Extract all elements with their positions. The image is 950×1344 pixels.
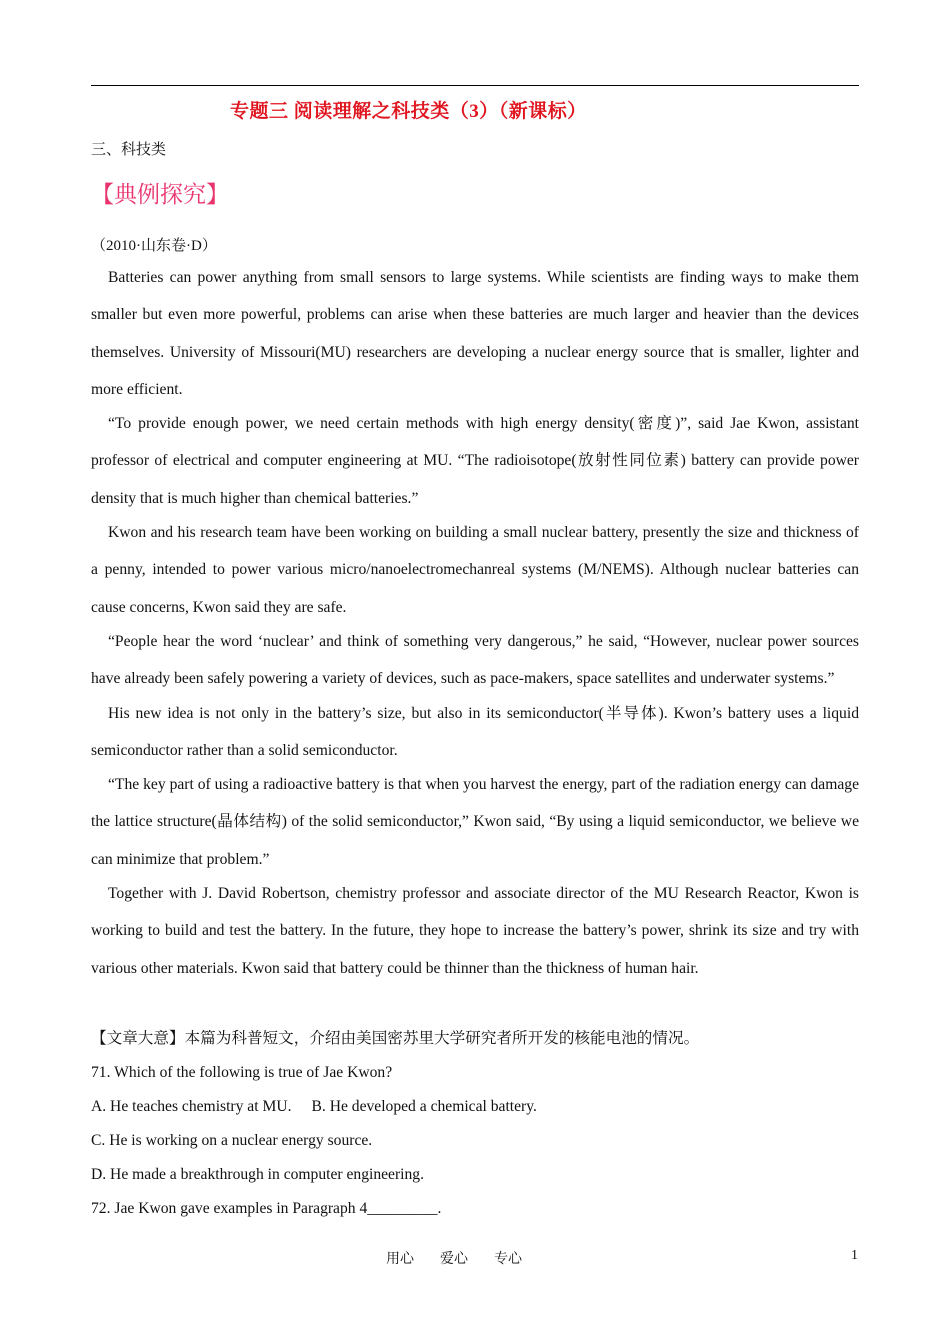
question-list xyxy=(91,1061,859,1231)
header-rule xyxy=(91,85,859,86)
question-71-option-a: A. He teaches chemistry at MU. xyxy=(91,1098,292,1115)
question-71-option-d: D. He made a breakthrough in computer engineering. xyxy=(91,1166,424,1183)
passage-paragraph-7: Together with J. David Robertson, chemistry professor and associate director of the MU Research Reactor, Kwon is working to build and test the battery. In the future, they hope to increase the battery’s power, shrink its size and try with various other materials. Kwon said that battery could be thinner than the thickness of human hair. xyxy=(91,885,859,977)
question-72-stem: 72. Jae Kwon gave examples in Paragraph 4_________. xyxy=(91,1200,442,1217)
question-71-option-b: B. He developed a chemical battery. xyxy=(311,1098,537,1115)
source-citation: （2010·山东卷·D） xyxy=(91,238,217,254)
question-71-option-c: C. He is working on a nuclear energy source. xyxy=(91,1132,373,1149)
passage-paragraph-5: His new idea is not only in the battery’s size, but also in its semiconductor(半导体). Kwon’s battery uses a liquid semiconductor rather than a solid semiconductor. xyxy=(91,704,859,759)
page-number: 1 xyxy=(851,1248,858,1263)
reading-passage xyxy=(91,259,859,984)
passage-paragraph-6: “The key part of using a radioactive battery is that when you harvest the energy, part of the radiation energy can damage the lattice structure(晶体结构) of the solid semiconductor,” Kwon said, “By using a liquid semiconductor, we believe we can minimize that problem.” xyxy=(91,776,859,868)
passage-paragraph-3: Kwon and his research team have been working on building a small nuclear battery, presently the size and thickness of a penny, intended to power various micro/nanoelectromechanreal systems (M/NEMS). Although nuclear batteries can cause concerns, Kwon said they are safe. xyxy=(91,524,859,616)
footer-motto-3: 专心 xyxy=(494,1252,522,1267)
passage-paragraph-1: Batteries can power anything from small sensors to large systems. While scientists are finding ways to make them smaller but even more powerful, problems can arise when these batteries are much larger and heavier than the devices themselves. University of Missouri(MU) researchers are developing a nuclear energy source that is smaller, lighter and more efficient. xyxy=(91,269,859,398)
passage-paragraph-4: “People hear the word ‘nuclear’ and think of something very dangerous,” he said, “However, nuclear power sources have already been safely powering a variety of devices, such as pace-makers, space satellites and underwater systems.” xyxy=(91,632,859,688)
document-title: 专题三 阅读理解之科技类（3）（新课标） xyxy=(230,101,587,122)
passage-paragraph-2: “To provide enough power, we need certain methods with high energy density(密度)”, said Jae Kwon, assistant professor of electrical and computer engineering at MU. “The radioisotope(放射性同位素) battery can provide power density that is much higher than chemical batteries.” xyxy=(91,415,859,507)
passage-summary: 【文章大意】本篇为科普短文，介绍由美国密苏里大学研究者所开发的核能电池的情况。 xyxy=(91,1030,700,1047)
question-71-stem: 71. Which of the following is true of Jae Kwon? xyxy=(91,1064,393,1081)
footer-motto xyxy=(386,1248,548,1268)
footer-motto-2: 爱心 xyxy=(440,1252,468,1267)
example-heading: 【典例探究】 xyxy=(91,182,229,207)
section-label: 三、科技类 xyxy=(91,142,167,158)
footer-motto-1: 用心 xyxy=(386,1252,414,1267)
question-71-options-ab xyxy=(91,1095,859,1129)
